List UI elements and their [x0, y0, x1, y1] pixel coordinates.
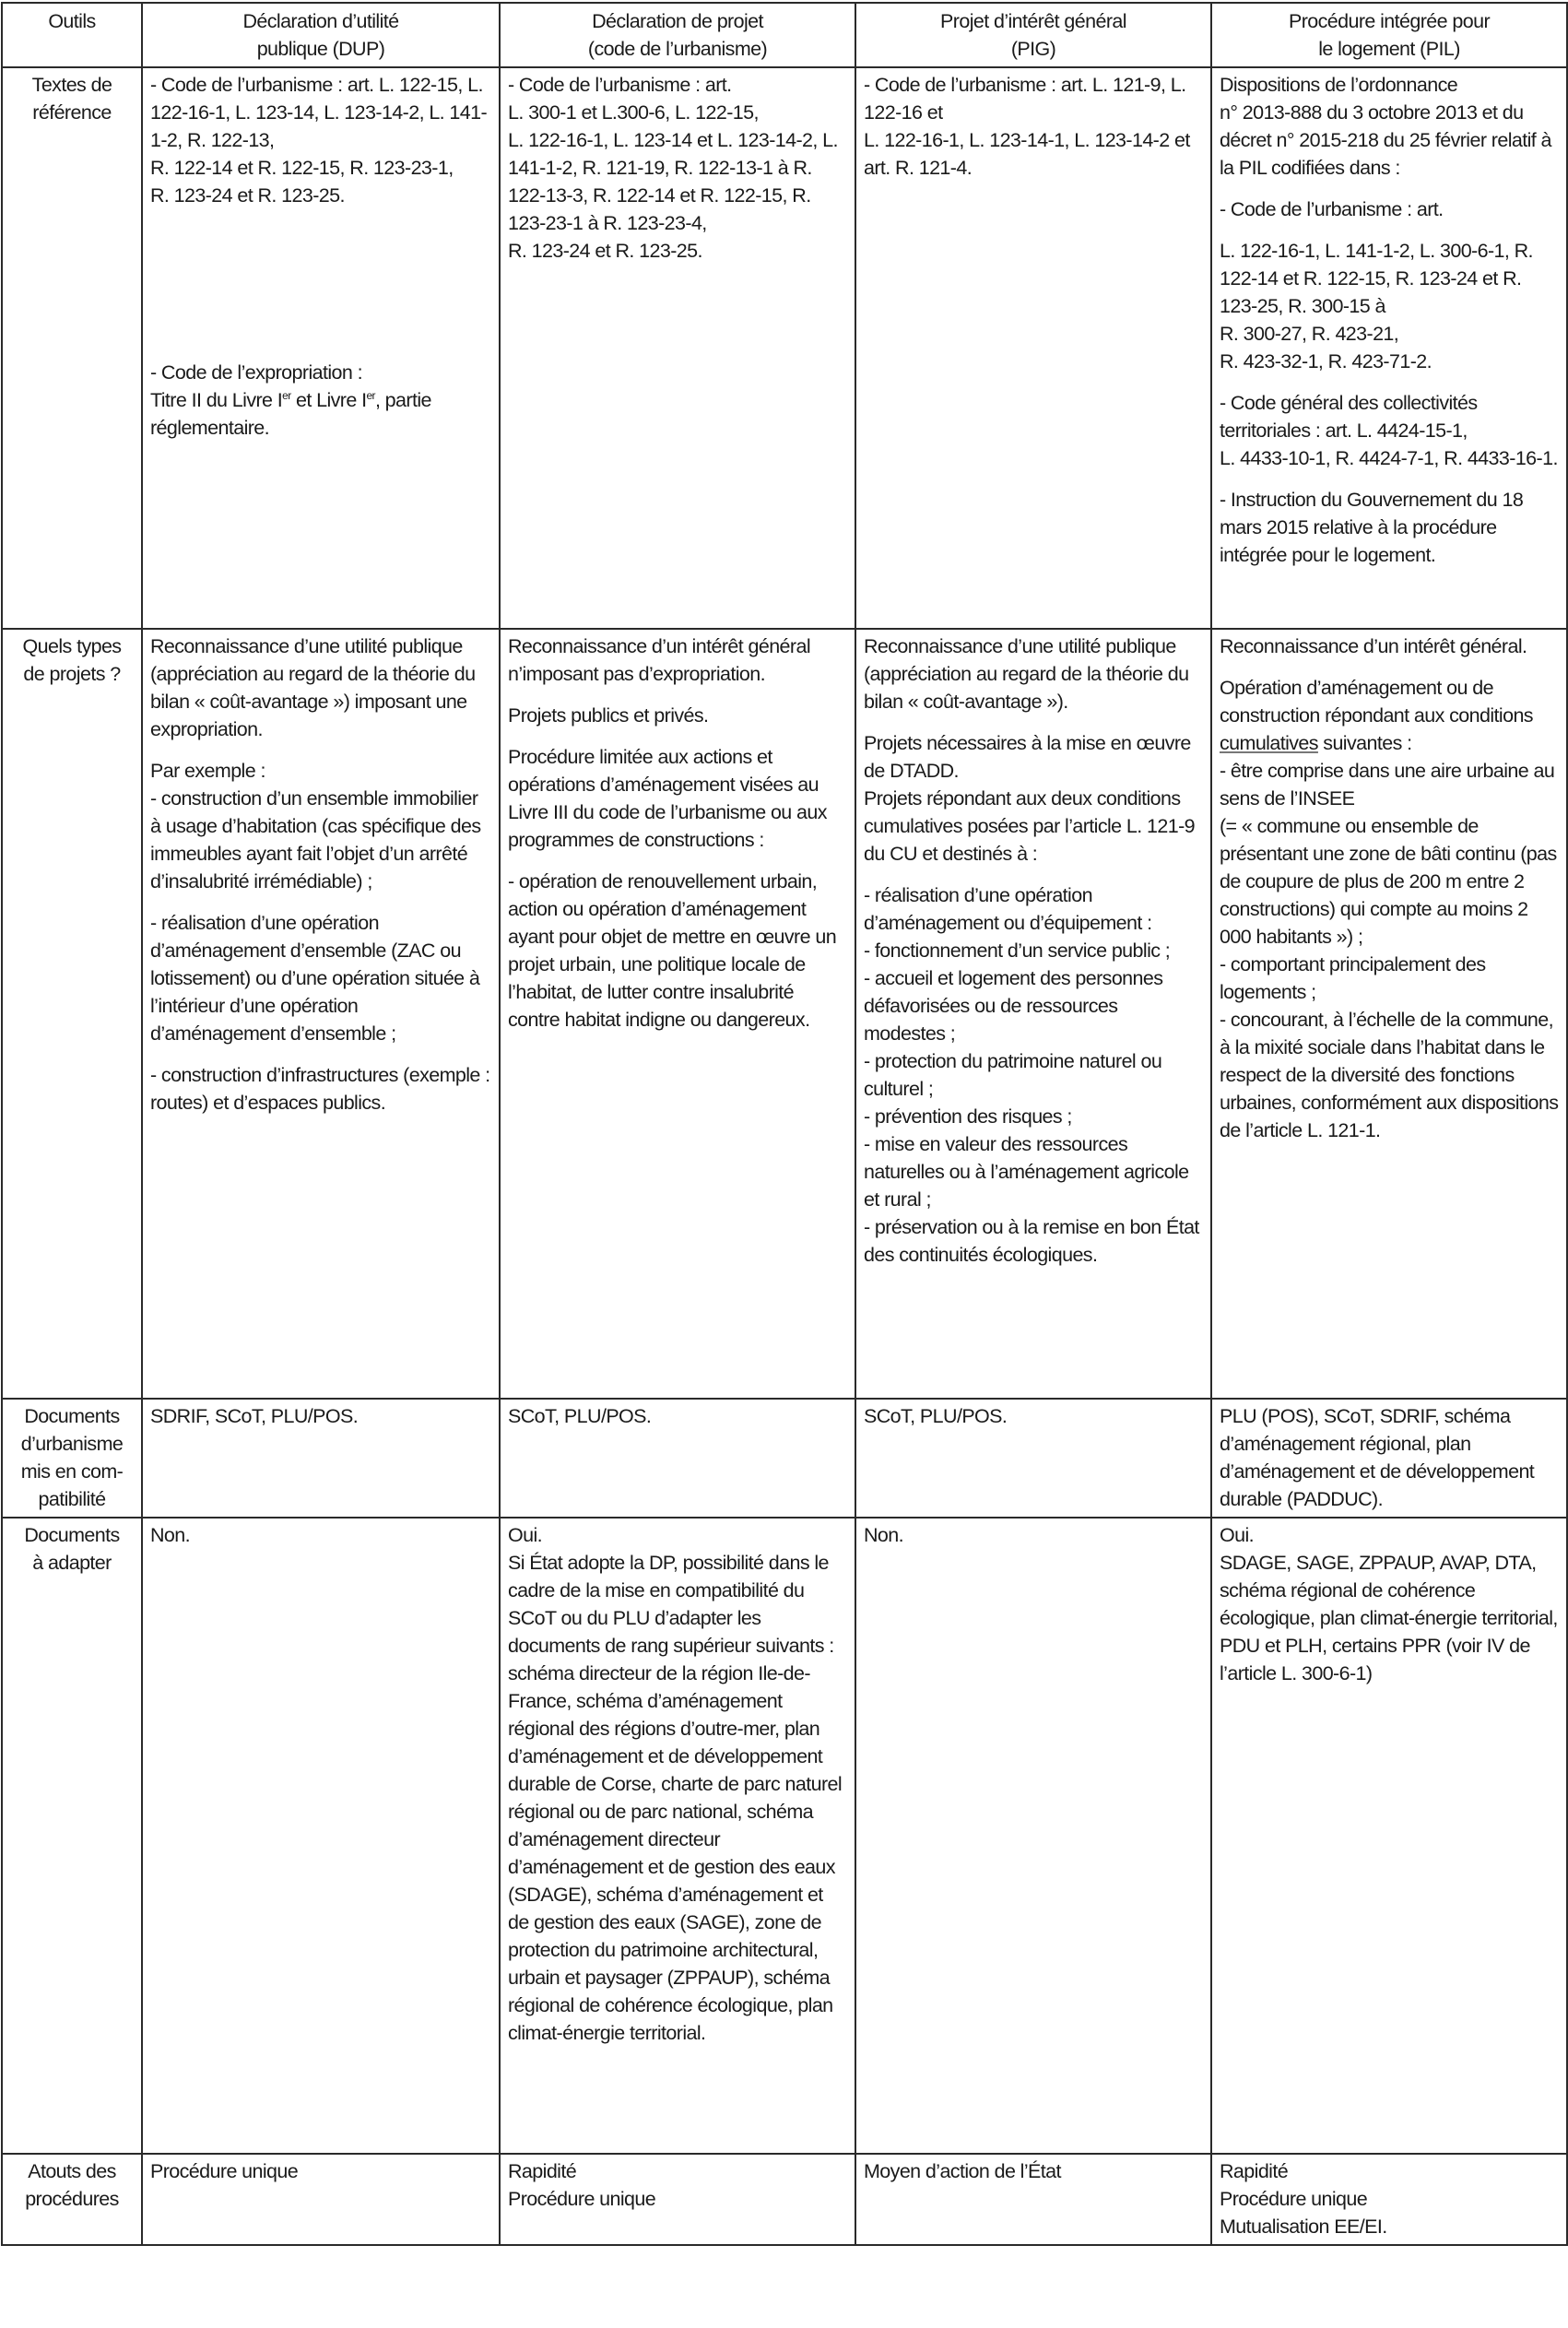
- atouts-pig-text: Moyen d’action de l’État: [864, 2160, 1061, 2182]
- row-label-textes: [2, 67, 142, 629]
- cell-adapt-pil: [1211, 1518, 1567, 2154]
- cell-textes-dup: [142, 67, 500, 629]
- types-dup-para: Reconnaissance d’une utilité publique (appréciation au regard de la théorie du bilan « coût-avantage ») imposant une expropriation.: [150, 635, 476, 740]
- types-pig-para: Reconnaissance d’une utilité publique (appréciation au regard de la théorie du bilan « coût-avantage »).: [864, 635, 1189, 713]
- textes-pil-para: - Instruction du Gouvernement du 18 mars 2015 relative à la procédure intégrée pour le logement.: [1220, 489, 1524, 566]
- spacer: [150, 209, 491, 331]
- row-label-docs-adapter-text: Documents à adapter: [24, 1524, 120, 1574]
- types-dup-para: - construction d’infrastructures (exemple : routes) et d’espaces publics.: [150, 1064, 490, 1114]
- text-run: et Livre I: [290, 389, 367, 411]
- header-pig-label: Projet d’intérêt général (PIG): [940, 10, 1126, 60]
- header-pil: [1211, 3, 1567, 67]
- comparison-table: [1, 2, 1568, 2246]
- atouts-dup-text: Procédure unique: [150, 2160, 299, 2182]
- cell-atouts-dp: [500, 2154, 855, 2245]
- textes-pil-para: L. 122-16-1, L. 141-1-2, L. 300-6-1, R. 122-14 et R. 122-15, R. 123-24 et R. 123-25, R. 300-15 à R. 300-27, R. 423-21, R. 423-32-1, R. 423-71-2.: [1220, 240, 1533, 372]
- textes-pil-para: - Code de l’urbanisme : art.: [1220, 198, 1444, 220]
- header-outils-label: Outils: [48, 10, 96, 32]
- types-dp-para: Reconnaissance d’un intérêt général n’imposant pas d’expropriation.: [508, 635, 811, 685]
- types-pil-para: Reconnaissance d’un intérêt général.: [1220, 635, 1527, 657]
- types-dup-para: - réalisation d’une opération d’aménagement d’ensemble (ZAC ou lotissement) ou d’une opération située à l’intérieur d’une opération d’aménagement d’ensemble ;: [150, 912, 480, 1045]
- atouts-pil-text: Rapidité Procédure unique Mutualisation EE/EI.: [1220, 2160, 1387, 2238]
- adapt-pig-text: Non.: [864, 1524, 904, 1546]
- docs-pil-text: PLU (POS), SCoT, SDRIF, schéma d’aménagement régional, plan d’aménagement et de développement durable (PADDUC).: [1220, 1405, 1535, 1510]
- row-documents-urbanisme: [2, 1399, 1567, 1518]
- adapt-dp-text: Oui. Si État adopte la DP, possibilité dans le cadre de la mise en compatibilité du SCoT ou du PLU d’adapter les documents de rang supérieur suivants : schéma directeur de la région Ile-de-France, schéma d’aménagement régional des régions d’outre-mer, plan d’aménagement et de développement durable de Corse, charte de parc naturel régional ou de parc national, schéma d’aménagement directeur d’aménagement et de gestion des eaux (SDAGE), schéma d’aménagement et de gestion des eaux (SAGE), zone de protection du patrimoine architectural, urbain et paysager (ZPPAUP), schéma régional de cohérence écologique, plan climat-énergie territorial.: [508, 1524, 843, 2044]
- row-types-de-projets: [2, 629, 1567, 1399]
- row-label-docs-urbanisme: [2, 1399, 142, 1518]
- row-documents-a-adapter: [2, 1518, 1567, 2154]
- row-label-textes-text: Textes de référence: [31, 74, 112, 124]
- cell-types-pil: [1211, 629, 1567, 1399]
- textes-dp-text: - Code de l’urbanisme : art. L. 300-1 et L.300-6, L. 122-15, L. 122-16-1, L. 123-14 et L. 123-14-2, L. 141-1-2, R. 121-19, R. 122-13-1 à R. 122-13-3, R. 122-14 et R. 122-15, R. 123-23-1 à R. 123-23-4, R. 123-24 et R. 123-25.: [508, 74, 838, 262]
- row-label-atouts: [2, 2154, 142, 2245]
- cell-types-dup: [142, 629, 500, 1399]
- docs-dup-text: SDRIF, SCoT, PLU/POS.: [150, 1405, 359, 1427]
- header-dup-label: Déclaration d’utilité publique (DUP): [242, 10, 399, 60]
- cell-docs-pil: [1211, 1399, 1567, 1518]
- text-run: Opération d’aménagement ou de construction répondant aux conditions: [1220, 677, 1533, 727]
- textes-pil-para: Dispositions de l’ordonnance n° 2013-888 du 3 octobre 2013 et du décret n° 2015-218 du 25 février relatif à la PIL codifiées dans :: [1220, 74, 1551, 179]
- cell-atouts-dup: [142, 2154, 500, 2245]
- row-label-types-text: Quels types de projets ?: [22, 635, 122, 685]
- types-pig-para: - réalisation d’une opération d’aménagement ou d’équipement : - fonctionnement d’un service public ; - accueil et logement des personnes défavorisées ou de ressources modestes ; - protection du patrimoine naturel ou culturel ; - prévention des risques ; - mise en valeur des ressources naturelles ou à l’aménagement agricole et rural ; - préservation ou à la remise en bon État des continuités écologiques.: [864, 884, 1199, 1266]
- header-outils: [2, 3, 142, 67]
- textes-pig-text: - Code de l’urbanisme : art. L. 121-9, L. 122-16 et L. 122-16-1, L. 123-14-1, L. 123-14-2 et art. R. 121-4.: [864, 74, 1190, 179]
- cell-adapt-dup: [142, 1518, 500, 2154]
- atouts-dp-text: Rapidité Procédure unique: [508, 2160, 656, 2210]
- row-atouts-des-procedures: [2, 2154, 1567, 2245]
- text-run: Titre II du Livre I: [150, 389, 283, 411]
- types-dup-para: Par exemple : - construction d’un ensemble immobilier à usage d’habitation (cas spécifique des immeubles ayant fait l’objet d’un arrêté d’insalubrité irrémédiable) ;: [150, 760, 481, 892]
- text-run: suivantes : - être comprise dans une aire urbaine au sens de l’INSEE (= « commune ou ensemble de présentant une zone de bâti continu (pas de coupure de plus de 200 m entre 2 constructions) qui compte au moins 2 000 habitants ») ; - comportant principalement des logements ; - concourant, à l’échelle de la commune, à la mixité sociale dans l’habitat dans le respect de la diversité des fonctions urbaines, conformément aux dispositions de l’article L. 121-1.: [1220, 732, 1559, 1141]
- header-dp: [500, 3, 855, 67]
- cell-types-pig: [855, 629, 1211, 1399]
- row-label-docs-adapter: [2, 1518, 142, 2154]
- types-dp-para: - opération de renouvellement urbain, action ou opération d’aménagement ayant pour objet de mettre en œuvre un projet urbain, une politique locale de l’habitat, de lutter contre insalubrité contre habitat indigne ou dangereux.: [508, 870, 837, 1031]
- cell-adapt-pig: [855, 1518, 1211, 2154]
- underlined-term: cumulatives: [1220, 732, 1318, 754]
- adapt-dup-text: Non.: [150, 1524, 191, 1546]
- superscript: er: [282, 388, 291, 402]
- textes-dup-expropriation: [150, 331, 491, 442]
- cell-textes-pig: [855, 67, 1211, 629]
- cell-docs-dp: [500, 1399, 855, 1518]
- header-row: [2, 3, 1567, 67]
- row-label-types: [2, 629, 142, 1399]
- textes-dup-urbanisme: - Code de l’urbanisme : art. L. 122-15, L. 122-16-1, L. 123-14, L. 123-14-2, L. 141-1-2, R. 122-13, R. 122-14 et R. 122-15, R. 123-23-1, R. 123-24 et R. 123-25.: [150, 74, 488, 207]
- types-dp-para: Projets publics et privés.: [508, 704, 709, 727]
- textes-pil-para: - Code général des collectivités territoriales : art. L. 4424-15-1, L. 4433-10-1, R. 4424-7-1, R. 4433-16-1.: [1220, 392, 1558, 469]
- cell-types-dp: [500, 629, 855, 1399]
- header-pil-label: Procédure intégrée pour le logement (PIL): [1288, 10, 1491, 60]
- cell-docs-pig: [855, 1399, 1211, 1518]
- cell-textes-dp: [500, 67, 855, 629]
- types-pig-para: Projets nécessaires à la mise en œuvre de DTADD. Projets répondant aux deux conditions cumulatives posées par l’article L. 121-9 du CU et destinés à :: [864, 732, 1196, 865]
- text-run: , partie réglementaire.: [150, 389, 431, 439]
- row-label-atouts-text: Atouts des procédures: [25, 2160, 119, 2210]
- textes-dup-expropriation-title: - Code de l’expropriation :: [150, 361, 362, 384]
- cell-adapt-dp: [500, 1518, 855, 2154]
- docs-pig-text: SCoT, PLU/POS.: [864, 1405, 1008, 1427]
- docs-dp-text: SCoT, PLU/POS.: [508, 1405, 652, 1427]
- types-pil-conditions: [1220, 674, 1559, 1144]
- superscript: er: [366, 388, 375, 402]
- header-dup: [142, 3, 500, 67]
- cell-textes-pil: [1211, 67, 1567, 629]
- header-pig: [855, 3, 1211, 67]
- row-label-docs-urbanisme-text: Documents d’urbanisme mis en com- patibilité: [20, 1405, 124, 1510]
- adapt-pil-text: Oui. SDAGE, SAGE, ZPPAUP, AVAP, DTA, schéma régional de cohérence écologique, plan climat-énergie territorial, PDU et PLH, certains PPR (voir IV de l’article L. 300-6-1): [1220, 1524, 1558, 1684]
- row-textes-de-reference: [2, 67, 1567, 629]
- header-dp-label: Déclaration de projet (code de l’urbanisme): [587, 10, 768, 60]
- cell-atouts-pig: [855, 2154, 1211, 2245]
- types-dp-para: Procédure limitée aux actions et opérations d’aménagement visées au Livre III du code de l’urbanisme ou aux programmes de constructions :: [508, 746, 827, 851]
- cell-docs-dup: [142, 1399, 500, 1518]
- cell-atouts-pil: [1211, 2154, 1567, 2245]
